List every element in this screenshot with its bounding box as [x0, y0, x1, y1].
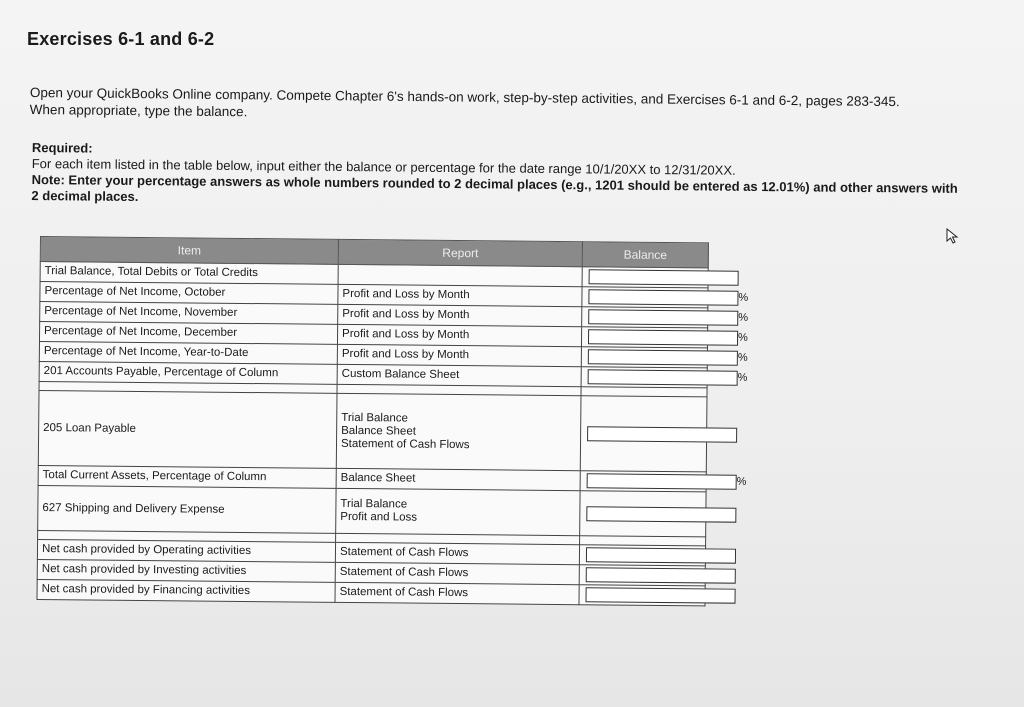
report-cell [337, 324, 581, 346]
mouse-pointer-icon [946, 228, 960, 244]
report-name: Trial Balance [340, 497, 408, 511]
item-cell: Percentage of Net Income, December [39, 322, 337, 345]
item-cell: Percentage of Net Income, Year-to-Date [39, 341, 337, 364]
balance-cell [580, 471, 747, 492]
balance-input[interactable] [588, 349, 738, 365]
percent-sign: % [738, 291, 749, 304]
balance-input[interactable] [589, 269, 739, 285]
report-name: Trial Balance [341, 411, 409, 425]
item-cell: 201 Accounts Payable, Percentage of Column [39, 361, 337, 384]
percent-sign: % [737, 351, 748, 364]
report-cell [336, 468, 580, 490]
item-cell: Net cash provided by Operating activities [37, 539, 335, 562]
required-text: For each item listed in the table below, input either the balance or percentage for the date range 10/1/20XX to 12/31/20XX. [31, 155, 736, 178]
item-cell: 627 Shipping and Delivery Expense [38, 485, 336, 533]
report-name: Statement of Cash Flows [339, 545, 469, 560]
balance-cell [580, 491, 706, 537]
balance-cell [579, 585, 705, 606]
percent-sign: % [736, 475, 747, 488]
item-cell: Total Current Assets, Percentage of Column [38, 465, 336, 488]
balance-input[interactable] [586, 547, 736, 563]
item-cell: Percentage of Net Income, November [40, 302, 338, 325]
report-name: Statement of Cash Flows [340, 437, 470, 451]
report-cell [337, 364, 581, 386]
report-name: Profit and Loss by Month [342, 307, 470, 322]
report-cell [336, 393, 581, 470]
report-cell [336, 488, 580, 535]
balance-cell [580, 396, 707, 472]
balance-input[interactable] [588, 309, 738, 325]
balance-cell [582, 287, 749, 308]
balance-input[interactable] [588, 329, 738, 345]
balance-input[interactable] [586, 567, 736, 583]
answer-table [37, 236, 749, 606]
page-title: Exercises 6-1 and 6-2 [27, 29, 215, 49]
item-cell: Net cash provided by Investing activities [37, 559, 335, 582]
intro-text: Open your QuickBooks Online company. Compete Chapter 6's hands-on work, step-by-step activities, and Exercises 6-1 and 6-2, pages 283-345. When appropriate, type the balance. [29, 84, 900, 120]
requirements [31, 140, 962, 213]
balance-cell [581, 367, 748, 388]
required-label: Required: [31, 140, 93, 156]
report-cell [338, 264, 582, 286]
header-balance: Balance [582, 242, 708, 268]
balance-input[interactable] [588, 369, 738, 385]
balance-input[interactable] [586, 587, 736, 603]
table-body [37, 262, 749, 606]
report-name: Statement of Cash Flows [339, 585, 469, 600]
report-name: Profit and Loss [340, 510, 418, 524]
report-cell [335, 542, 579, 564]
balance-cell [582, 267, 708, 288]
item-cell: Net cash provided by Financing activities [37, 579, 335, 602]
header-report: Report [338, 239, 582, 266]
percent-sign: % [738, 311, 749, 324]
percent-sign: % [737, 371, 748, 384]
report-name: Balance Sheet [340, 471, 416, 485]
balance-cell [581, 347, 748, 368]
report-cell [335, 582, 579, 604]
report-name: Custom Balance Sheet [341, 367, 460, 382]
balance-cell [579, 565, 705, 586]
report-cell [335, 562, 579, 584]
balance-input[interactable] [588, 289, 738, 305]
item-cell: Percentage of Net Income, October [40, 282, 338, 305]
header-item: Item [40, 237, 338, 265]
report-name: Balance Sheet [341, 424, 417, 438]
table-row [38, 390, 707, 471]
balance-cell [579, 545, 705, 566]
table-row [38, 485, 706, 536]
item-cell: 205 Loan Payable [38, 390, 337, 468]
report-name: Statement of Cash Flows [339, 565, 469, 580]
balance-input[interactable] [587, 426, 737, 442]
balance-input[interactable] [587, 473, 737, 489]
item-cell: Trial Balance, Total Debits or Total Credits [40, 262, 338, 285]
report-cell [338, 284, 582, 306]
percent-sign: % [737, 331, 748, 344]
report-name: Profit and Loss by Month [341, 347, 470, 362]
balance-input[interactable] [586, 506, 736, 522]
report-cell [338, 304, 582, 326]
note-text: Note: Enter your percentage answers as whole numbers rounded to 2 decimal places (e.g., 1201 should be entered as 12.01%) and other answers with 2 decimal places. [31, 171, 958, 205]
report-name: Profit and Loss by Month [342, 327, 470, 342]
balance-cell [581, 327, 748, 348]
balance-cell [582, 307, 749, 328]
report-name: Profit and Loss by Month [342, 287, 470, 302]
report-cell [337, 344, 581, 366]
